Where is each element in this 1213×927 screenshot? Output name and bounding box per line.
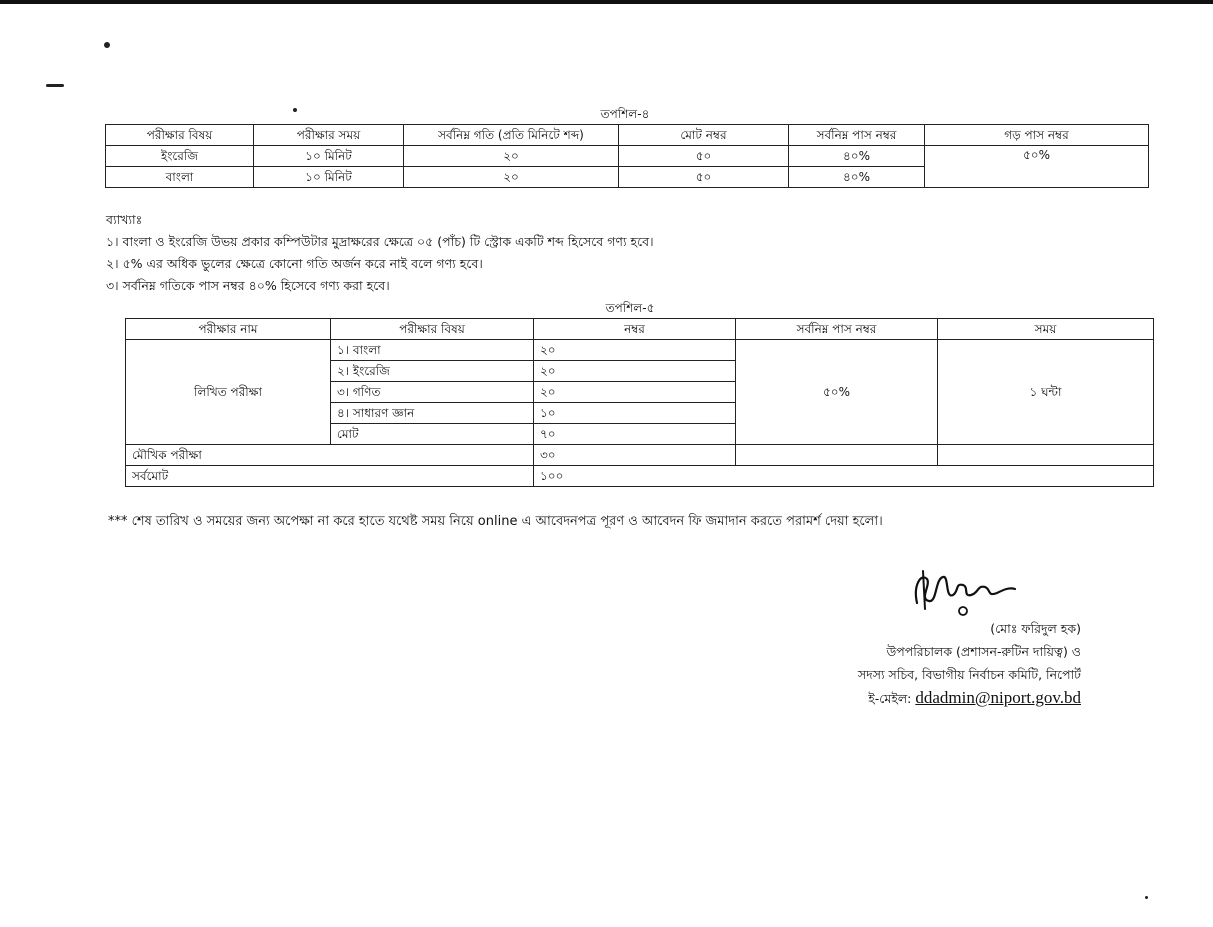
grand-total-label: সর্বমোট — [126, 466, 534, 487]
min-pass-value: ৫০% — [736, 340, 938, 445]
page-top-border — [0, 0, 1213, 4]
signatory-block — [858, 617, 1081, 710]
notes-heading: ব্যাখ্যাঃ — [106, 212, 143, 227]
subject-cell: ৩। গণিত — [331, 382, 534, 403]
scan-speck — [1145, 896, 1148, 899]
table4-cell: ইংরেজি — [106, 146, 254, 167]
table4-header-min-pass: সর্বনিম্ন পাস নম্বর — [789, 125, 925, 146]
table5-header-min-pass: সর্বনিম্ন পাস নম্বর — [736, 319, 938, 340]
subject-cell: মোট — [331, 424, 534, 445]
marks-cell: ৭০ — [534, 424, 736, 445]
table5-caption: তপশিল-৫ — [605, 301, 655, 315]
table4-cell: ১০ মিনিট — [254, 167, 404, 188]
note-item: ৩। সর্বনিম্ন গতিকে পাস নম্বর ৪০% হিসেবে গণ্য করা হবে। — [106, 278, 390, 293]
explanation-notes — [106, 209, 654, 297]
oral-exam-label: মৌখিক পরীক্ষা — [126, 445, 534, 466]
signatory-name: (মোঃ ফরিদুল হক) — [990, 621, 1081, 636]
table5 — [125, 318, 1154, 487]
signature-image — [905, 565, 1020, 620]
table4-cell: ২০ — [404, 146, 619, 167]
subject-cell: ২। ইংরেজি — [331, 361, 534, 382]
table-row — [126, 466, 1154, 487]
table4-header-time: পরীক্ষার সময় — [254, 125, 404, 146]
oral-exam-marks: ৩০ — [534, 445, 736, 466]
marks-cell: ২০ — [534, 340, 736, 361]
table4-header-subject: পরীক্ষার বিষয় — [106, 125, 254, 146]
table5-header-time: সময় — [938, 319, 1154, 340]
table4-cell: ৫০ — [619, 167, 789, 188]
table-row — [126, 340, 1154, 361]
subject-cell: ১। বাংলা — [331, 340, 534, 361]
table4-header-speed: সর্বনিম্ন গতি (প্রতি মিনিটে শব্দ) — [404, 125, 619, 146]
table5-header-subject: পরীক্ষার বিষয় — [331, 319, 534, 340]
table4-header-total: মোট নম্বর — [619, 125, 789, 146]
table4-cell: ১০ মিনিট — [254, 146, 404, 167]
grand-total-marks: ১০০ — [534, 466, 1154, 487]
scan-speck — [46, 84, 64, 87]
email-link[interactable]: ddadmin@niport.gov.bd — [915, 688, 1081, 707]
scan-speck — [104, 42, 110, 48]
note-item: ১। বাংলা ও ইংরেজি উভয় প্রকার কম্পিউটার মুদ্রাক্ষরের ক্ষেত্রে ০৫ (পাঁচ) টি স্ট্রোক একটি শব্দ হিসেবে গণ্য হবে। — [106, 234, 654, 249]
table5-header-marks: নম্বর — [534, 319, 736, 340]
email-label: ই-মেইল: — [868, 691, 912, 706]
table4-cell: ৫০ — [619, 146, 789, 167]
table4-header-row — [106, 125, 1149, 146]
signatory-designation: উপপরিচালক (প্রশাসন-রুটিন দায়িত্ব) ও — [886, 644, 1081, 659]
empty-cell — [938, 445, 1154, 466]
marks-cell: ২০ — [534, 382, 736, 403]
table4-cell: বাংলা — [106, 167, 254, 188]
table4-caption: তপশিল-৪ — [600, 107, 650, 121]
time-value: ১ ঘন্টা — [938, 340, 1154, 445]
table-row — [106, 146, 1149, 167]
table5-header-exam-name: পরীক্ষার নাম — [126, 319, 331, 340]
empty-cell — [736, 445, 938, 466]
table4-cell: ৪০% — [789, 146, 925, 167]
table4-cell: ৪০% — [789, 167, 925, 188]
advice-note: *** শেষ তারিখ ও সময়ের জন্য অপেক্ষা না করে হাতে যথেষ্ট সময় নিয়ে online এ আবেদনপত্র পূরণ ও আবেদন ফি জমাদান করতে পরামর্শ দেয়া হলো। — [108, 514, 883, 529]
marks-cell: ১০ — [534, 403, 736, 424]
table4-cell: ২০ — [404, 167, 619, 188]
note-item: ২। ৫% এর অধিক ভুলের ক্ষেত্রে কোনো গতি অর্জন করে নাই বলে গণ্য হবে। — [106, 256, 483, 271]
subject-cell: ৪। সাধারণ জ্ঞান — [331, 403, 534, 424]
table5-header-row — [126, 319, 1154, 340]
signatory-committee: সদস্য সচিব, বিভাগীয় নির্বাচন কমিটি, নিপোর্ট — [857, 667, 1081, 682]
marks-cell: ২০ — [534, 361, 736, 382]
table-row — [126, 445, 1154, 466]
table4 — [105, 124, 1149, 188]
scan-speck — [293, 108, 297, 112]
table4-header-avg-pass: গড় পাস নম্বর — [925, 125, 1149, 146]
signatory-email-line — [858, 686, 1081, 710]
written-exam-label: লিখিত পরীক্ষা — [126, 340, 331, 445]
table4-avg-pass-value: ৫০% — [925, 146, 1149, 188]
